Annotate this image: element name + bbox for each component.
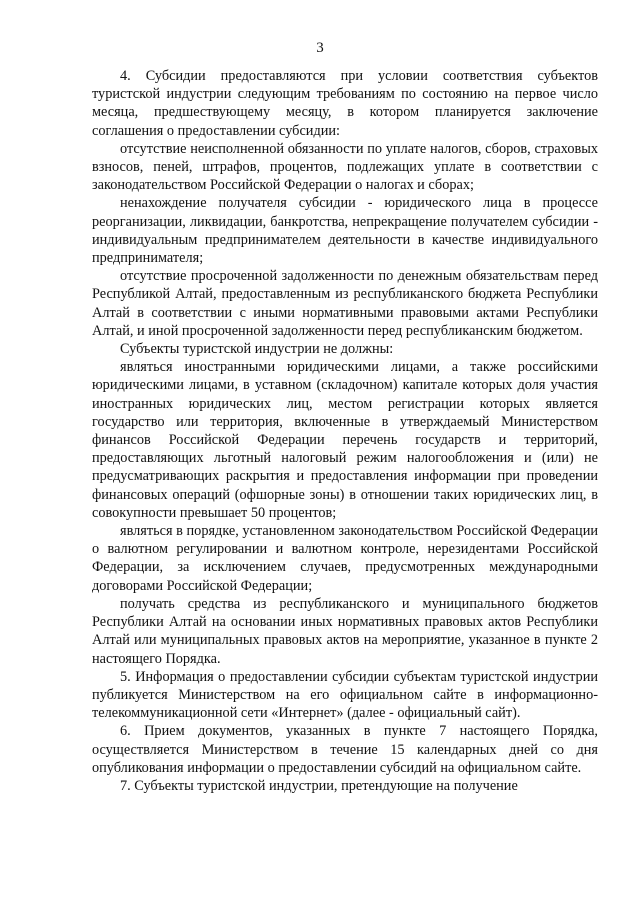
paragraph-no-tax-debt: отсутствие неисполненной обязанности по уплате налогов, сборов, страховых взносов, пеней, штрафов, процентов, подлежащих уплате в соответствии с законодательством Российской Федерации о налогах и сборах; (92, 140, 598, 194)
document-body (92, 67, 598, 795)
paragraph-no-liquidation: ненахождение получателя субсидии - юридического лица в процессе реорганизации, ликвидации, банкротства, непрекращение получателем субсидии - индивидуальным предпринимателем деятельности в качестве индивидуального предпринимателя; (92, 195, 598, 267)
paragraph-4-conditions: 4. Субсидии предоставляются при условии соответствия субъектов туристской индустрии следующим требованиям по состоянию на первое число месяца, предшествующему месяцу, в котором планируется заключение соглашения о предоставлении субсидии: (92, 68, 598, 139)
paragraph-no-overdue-debt: отсутствие просроченной задолженности по денежным обязательствам перед Республикой Алтай, предоставленным из республиканского бюджета Республики Алтай в соответствии с иными нормативными правовыми актами Республики Алтай, и иной просроченной задолженности перед республиканским бюджетом. (92, 268, 598, 339)
paragraph-must-not-intro: Субъекты туристской индустрии не должны: (120, 341, 394, 358)
paragraph-not-foreign-entity: являться иностранными юридическими лицами, а также российскими юридическими лицами, в уставном (складочном) капитале которых доля участия иностранных юридических лиц, местом регистрации которых является государство или территория, включенные в утверждаемый Министерством финансов Российской Федерации перечень государств и территорий, предоставляющих льготный налоговый режим налогообложения и (или) не предусматривающих раскрытия и предоставления информации при проведении финансовых операций (офшорные зоны) в отношении таких юридических лиц, в совокупности превышает 50 процентов; (92, 359, 598, 521)
paragraph-5-publication: 5. Информация о предоставлении субсидии субъектам туристской индустрии публикуется Министерством на его официальном сайте в информационно-телекоммуникационной сети «Интернет» (далее - официальный сайт). (92, 668, 598, 722)
paragraph-no-other-funds: получать средства из республиканского и муниципального бюджетов Республики Алтай на основании иных нормативных правовых актов Республики Алтай или муниципальных правовых актов на мероприятие, указанное в пункте 2 настоящего Порядка. (92, 595, 598, 667)
paragraph-not-nonresident: являться в порядке, установленном законодательством Российской Федерации о валютном регулировании и валютном контроле, нерезидентами Российской Федерации, за исключением случаев, предусмотренных международными договорами Российской Федерации; (92, 523, 598, 594)
paragraph-6-document-intake: 6. Прием документов, указанных в пункте 7 настоящего Порядка, осуществляется Министерством в течение 15 календарных дней со дня опубликования информации о предоставлении субсидий на официальном сайте. (92, 723, 598, 776)
paragraph-7-applicants: 7. Субъекты туристской индустрии, претендующие на получение (120, 777, 518, 794)
page-number: 3 (316, 40, 324, 56)
